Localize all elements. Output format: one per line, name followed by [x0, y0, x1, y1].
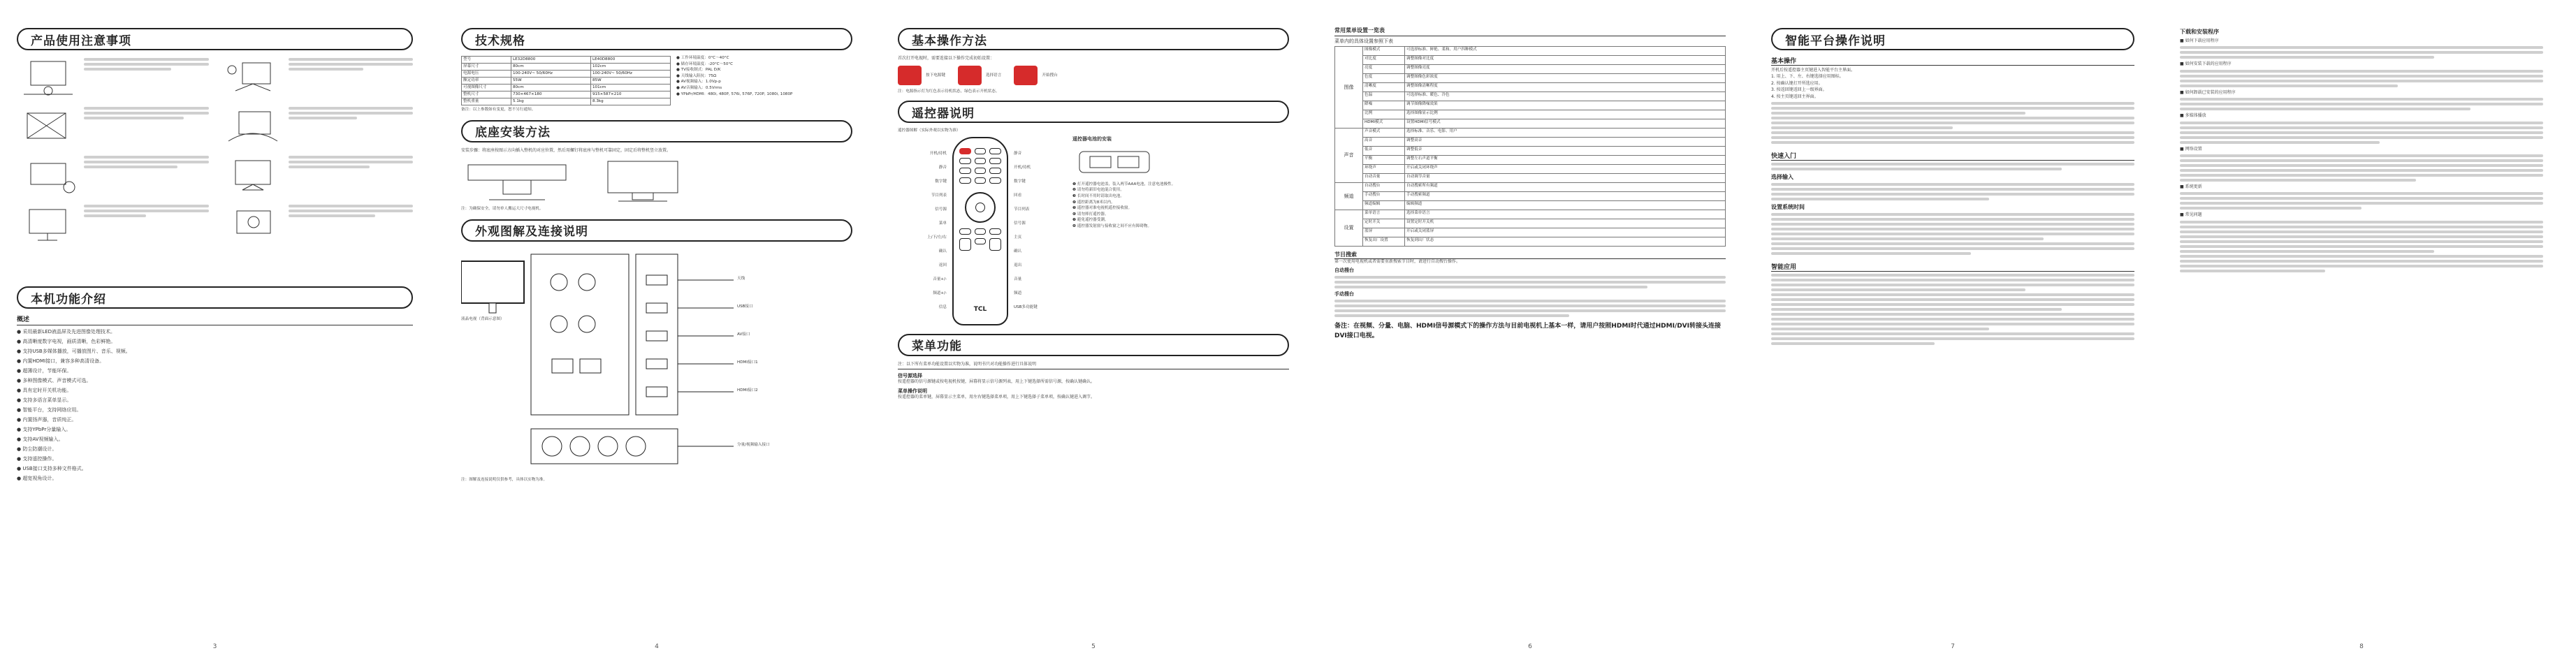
list-item: ● 内置扬声器，音质纯正。 [17, 417, 77, 423]
cell: 亮度 [1363, 65, 1405, 74]
sub-quickstart: 快速入门 [1771, 151, 2134, 161]
caution-illustration [17, 154, 80, 196]
list-item: ● YPbPr/HDMI：480i, 480P, 576i, 576P, 720P, 1080i, 1080P [676, 91, 793, 96]
group-cell: 图像 [1335, 47, 1363, 129]
battery-illustration [1072, 145, 1156, 179]
list-item: ● 支持多语言菜单显示。 [17, 397, 72, 403]
list-item: ❻ 请勿摔打遥控器。 [1072, 212, 1109, 217]
overview-label: 概述 [17, 314, 413, 325]
stand-illustration [461, 158, 573, 207]
usb-label: USB接口 [737, 304, 753, 309]
table-row [462, 71, 671, 78]
table-row [462, 78, 671, 85]
caution-item [221, 56, 414, 98]
cell: 730×467×180 [511, 91, 591, 98]
list-item: ❽ 遥控器发射窗与接收窗之间不应有障碍物。 [1072, 223, 1152, 228]
power-button[interactable] [959, 148, 971, 154]
step-item [1014, 66, 1057, 85]
table-row [1335, 101, 1726, 110]
table-row [462, 91, 671, 98]
av-label: AV接口 [737, 332, 750, 337]
sub-set-time: 设置系统时间 [1771, 204, 1805, 211]
list-item: ❹ 遥控距离为8米以内。 [1072, 200, 1115, 205]
cell: 恢复出厂设置 [1363, 237, 1405, 247]
step-label: 按下电源键 [926, 73, 945, 78]
tv-label: 液晶电视（背面示意图） [461, 316, 504, 321]
cell: 环绕声 [1363, 165, 1405, 174]
table-row [462, 64, 671, 71]
remote-label: 静音 [1014, 151, 1022, 156]
spec-table [461, 56, 671, 105]
cell: 降噪 [1363, 101, 1405, 110]
cell: 调整左右声道平衡 [1405, 156, 1726, 165]
cell: 低音 [1363, 147, 1405, 156]
table-row [1335, 219, 1726, 228]
remote-key[interactable] [975, 148, 987, 154]
table-header: LE32D8800 [511, 57, 591, 64]
auto-search-label: 自动搜台 [1334, 267, 1354, 274]
list-item: ● 支持YPbPr分量输入。 [17, 427, 71, 432]
remote-left-labels [898, 137, 947, 325]
page-title: 技术规格 [461, 28, 852, 50]
connection-diagram [461, 247, 852, 478]
spec-notes [676, 56, 852, 105]
list-item: ● 储存环境温度：-20°C～50°C [676, 61, 734, 66]
cell: 自动搜索所有频道 [1405, 183, 1726, 192]
cell: 额定功率 [462, 78, 511, 85]
table-row [1335, 165, 1726, 174]
table-row [1335, 56, 1726, 65]
list-item: ❶ 打开遥控器电池盖，装入两节AAA电池，注意电池极性。 [1072, 182, 1176, 186]
remote-battery-title: 遥控器电池的安装 [1072, 135, 1112, 142]
digit-key[interactable] [959, 177, 971, 184]
remote-label: 节目列表 [1014, 207, 1030, 212]
table-row [1335, 192, 1726, 201]
table-row [1335, 83, 1726, 92]
remote-label: 信息 [938, 305, 947, 309]
table-row [1335, 174, 1726, 183]
item-3: ■ 多媒体播放 [2180, 113, 2206, 119]
caution-illustration [221, 56, 284, 98]
page-number: 5 [1091, 643, 1096, 650]
group-cell: 声音 [1335, 129, 1363, 183]
stand-note: 注：为确保安全，请勿单人搬运大尺寸电视机。 [461, 207, 544, 211]
cell: 菜单语言 [1363, 210, 1405, 219]
cell: 8.3kg [590, 98, 670, 105]
list-item: 4. 按主页键返回主界面。 [1771, 94, 1819, 99]
remote-label: 音量+/- [933, 277, 947, 281]
cell: 高音 [1363, 138, 1405, 147]
page-5 [1757, 0, 2148, 660]
page-1 [0, 0, 430, 660]
hdmi2-label: HDMI接口2 [737, 388, 758, 393]
menu-table-subheader: 菜单内的具体设置参照下表 [1334, 38, 1393, 44]
table-row [1335, 237, 1726, 247]
cell: 调整图像色彩浓度 [1405, 74, 1726, 83]
page-4 [1320, 0, 1740, 660]
antenna-label: 天线 [737, 276, 745, 281]
list-item: ❸ 长时间不用时请取出电池。 [1072, 193, 1124, 198]
digit-key[interactable] [959, 158, 971, 164]
item-4: ■ 网络设置 [2180, 146, 2202, 152]
table-row [1335, 47, 1726, 56]
list-item: 开机后按遥控器主页键进入智能平台主界面。 [1771, 68, 1856, 73]
channel-rocker[interactable] [989, 238, 1001, 251]
cell: 手动搜台 [1363, 192, 1405, 201]
spec-footnote: 备注：以上参数如有变更，恕不另行通知。 [461, 108, 536, 112]
remote-key[interactable] [975, 238, 987, 244]
remote-brand: TCL [973, 305, 987, 313]
caution-item [221, 154, 414, 196]
cell: 对比度 [1363, 56, 1405, 65]
volume-rocker[interactable] [959, 238, 971, 251]
table-row [1335, 228, 1726, 237]
feature-list [17, 328, 413, 483]
list-item: ● AV音频输入：0.5Vrms [676, 85, 722, 90]
cell: 调整图像对比度 [1405, 56, 1726, 65]
menu-sub2-text: 按遥控器的菜单键，屏幕显示主菜单，用左右键选择菜单项，用上下键选择子菜单项，按确认键进入调节。 [898, 395, 1096, 400]
cell: 915×587×210 [590, 91, 670, 98]
table-row [1335, 110, 1726, 119]
download-header: 下载和安装程序 [2180, 29, 2219, 35]
page-6 [2166, 0, 2557, 660]
cell: 自动搜台 [1363, 183, 1405, 192]
basic-intro: 首次打开电视时，需要连接以下操作完成初始设置： [898, 56, 995, 61]
sub-basic: 基本操作 [1771, 56, 2134, 66]
cell: 选择菜单语言 [1405, 210, 1726, 219]
cell: 选择标准、音乐、电影、用户 [1405, 129, 1726, 138]
caution-item [221, 105, 414, 147]
section-title-menu: 菜单功能 [898, 334, 1289, 356]
table-header: 型号 [462, 57, 511, 64]
cell: 清晰度 [1363, 83, 1405, 92]
remote-control [952, 137, 1008, 325]
cell: 80cm [511, 64, 591, 71]
table-row [1335, 156, 1726, 165]
page-number: 3 [212, 643, 217, 650]
table-row [1335, 129, 1726, 138]
cell: 蓝屏 [1363, 228, 1405, 237]
menu-sub2: 菜单操作说明 [898, 388, 927, 395]
digit-key[interactable] [975, 177, 987, 184]
cell: 色度 [1363, 74, 1405, 83]
cell: 101cm [590, 85, 670, 91]
list-item: ● 智能平台，支持网络应用。 [17, 407, 82, 413]
cell: 调节图像降噪效果 [1405, 101, 1726, 110]
cell: 开启或关闭蓝屏 [1405, 228, 1726, 237]
table-row [462, 57, 671, 64]
page-2 [447, 0, 866, 660]
manual-search-label: 手动搜台 [1334, 291, 1354, 298]
cell: 55W [511, 78, 591, 85]
page-title: 智能平台操作说明 [1771, 28, 2134, 50]
list-item: ● 多种图像模式、声音模式可选。 [17, 378, 92, 383]
mute-button[interactable] [989, 148, 1001, 154]
step-icon [958, 66, 982, 85]
cell: 恢复到出厂状态 [1405, 237, 1726, 247]
list-item: ❼ 避免遥控器受潮。 [1072, 218, 1109, 223]
ok-button[interactable] [975, 203, 985, 212]
menu-table-header: 常用菜单设置一览表 [1334, 27, 1726, 36]
section-title-stand: 底座安装方法 [461, 120, 852, 142]
list-item: ● 超宽视角设计。 [17, 476, 57, 481]
list-item: 3. 按返回键返回上一级界面。 [1771, 87, 1827, 93]
list-item: ● AV视频输入：1.0Vp-p [676, 80, 721, 85]
group-cell: 设置 [1335, 210, 1363, 247]
remote-label: 信号源 [935, 207, 947, 212]
caution-illustration [17, 56, 80, 98]
section-title-connect: 外观图解及连接说明 [461, 219, 852, 242]
cell: 100-240V~ 50/60Hz [511, 71, 591, 78]
remote-label: 频道 [1014, 291, 1022, 295]
table-row [1335, 119, 1726, 129]
remote-label: 菜单 [938, 221, 947, 226]
item-1: ■ 如何安装下载的应用程序 [2180, 61, 2232, 67]
step-note: 注：电源指示灯为红色表示待机状态，绿色表示开机状态。 [898, 89, 1000, 94]
page-number: 7 [1951, 643, 1955, 650]
caution-item [17, 105, 209, 147]
cell: 色温 [1363, 92, 1405, 101]
caution-illustration [17, 105, 80, 147]
cell: 电源电压 [462, 71, 511, 78]
cell: 选择图像显示比例 [1405, 110, 1726, 119]
remote-label: 主页 [1014, 235, 1022, 240]
table-header: LE40D8800 [590, 57, 670, 64]
remote-label: 数字键 [935, 179, 947, 184]
step-label: 开始搜台 [1042, 73, 1058, 78]
stand-illustration [587, 158, 699, 207]
remote-label: 音量 [1014, 277, 1022, 281]
cell: 可视图像尺寸 [462, 85, 511, 91]
remote-key[interactable] [975, 228, 987, 235]
cell: 可选择标准、暖色、冷色 [1405, 92, 1726, 101]
digit-key[interactable] [975, 158, 987, 164]
list-item: ❷ 请勿将新旧电池混合使用。 [1072, 188, 1124, 193]
basic-lines [1771, 68, 2134, 100]
cell: 整机尺寸 [462, 91, 511, 98]
component-label: 分量/视频输入接口 [737, 442, 770, 447]
table-row [1335, 65, 1726, 74]
search-title: 节目搜索 [1334, 251, 1726, 259]
sub-smart-apps: 智能应用 [1771, 262, 2134, 272]
cell: 85W [590, 78, 670, 85]
remote-label: 上/下/左/右 [926, 235, 947, 240]
list-item: ● USB接口支持多种文件格式。 [17, 466, 87, 471]
table-row [1335, 210, 1726, 219]
cell: 频道编辑 [1363, 201, 1405, 210]
remote-label: 退出 [1014, 263, 1022, 267]
item-6: ■ 常见问题 [2180, 212, 2202, 218]
page-number: 8 [2359, 643, 2364, 650]
digit-key[interactable] [989, 168, 1001, 174]
cell: 可选择标准、鲜艳、柔和、用户四种模式 [1405, 47, 1726, 56]
page-title: 基本操作方法 [898, 28, 1289, 50]
step-icon [898, 66, 922, 85]
remote-label: USB多功能键 [1014, 305, 1038, 309]
list-item: ● 采用最新LED液晶屏及先进图像处理技术。 [17, 329, 116, 335]
remote-keypad [959, 148, 1001, 184]
cell: 开启或关闭环绕声 [1405, 165, 1726, 174]
caution-illustration [221, 105, 284, 147]
menu-sub1: 信号源选择 [898, 373, 922, 379]
cell: 80cm [511, 85, 591, 91]
menu-table [1334, 46, 1726, 247]
cell: 调整图像清晰程度 [1405, 83, 1726, 92]
cell: 整机重量 [462, 98, 511, 105]
connect-note: 注：图解及连接说明仅供参考，具体以实物为准。 [461, 477, 548, 482]
cell: 102cm [590, 64, 670, 71]
cell: 声音模式 [1363, 129, 1405, 138]
cell: 100-240V~ 50/60Hz [590, 71, 670, 78]
list-item: ● 内置HDMI接口，兼容多种高清设备。 [17, 358, 105, 364]
cell: 设置HDMI信号模式 [1405, 119, 1726, 129]
page-number: 6 [1528, 643, 1532, 650]
remote-label: 节目列表 [931, 193, 947, 198]
step-icon [1014, 66, 1038, 85]
remote-label: 确认 [938, 249, 947, 254]
cell: 比例 [1363, 110, 1405, 119]
remote-area [898, 137, 1289, 325]
note-big: 备注：在视频、分量、电脑、HDMI信号源模式下的操作方法与目前电视机上基本一样，请用户按照HDMI时代通过HDMI/DVI转接头连接DVI接口电视。 [1334, 323, 1721, 340]
list-item: ● 工作环境温度：0°C～40°C [676, 56, 729, 60]
section-title-features: 本机功能介绍 [17, 286, 413, 309]
table-row [462, 98, 671, 105]
list-item: ❺ 遥控器对准电视机遥控接收窗。 [1072, 206, 1133, 211]
cell: 编辑频道 [1405, 201, 1726, 210]
cell: 5.1kg [511, 98, 591, 105]
caution-illustration [221, 154, 284, 196]
caution-item [221, 203, 414, 244]
caution-illustration [221, 203, 284, 244]
cell: HDMI模式 [1363, 119, 1405, 129]
remote-label: 频道+/- [933, 291, 947, 295]
digit-key[interactable] [989, 158, 1001, 164]
list-item: 2. 按确认键打开所选应用。 [1771, 80, 1823, 86]
table-row [1335, 183, 1726, 192]
remote-label: 回看 [1014, 193, 1022, 198]
list-item: ● 高清晰度数字电视，画质清晰，色彩鲜艳。 [17, 339, 116, 344]
cell: 平衡 [1363, 156, 1405, 165]
step-item [958, 66, 1001, 85]
item-2: ■ 如何卸载已安装的应用程序 [2180, 89, 2236, 95]
caution-item [17, 56, 209, 98]
cell: 定时开关 [1363, 219, 1405, 228]
stand-illustrations [461, 158, 852, 207]
menu-sub1-text: 按遥控器的信号源键或按电视机按键，屏幕将显示信号源列表，用上下键选择所需信号源，按确认键确认。 [898, 379, 1096, 384]
sub-select-input: 选择输入 [1771, 174, 1793, 181]
search-text: 第一次使用电视机或者需要重新搜索节目时，请进行自动搜台操作。 [1334, 259, 1461, 264]
remote-key[interactable] [989, 228, 1001, 235]
remote-label: 静音 [938, 165, 947, 170]
page-title: 产品使用注意事项 [17, 28, 413, 50]
caution-item [17, 203, 209, 244]
step-label: 选择语言 [985, 73, 1002, 78]
remote-label: 确认 [1014, 249, 1022, 254]
stand-text: 安装步骤：将底座按图示方向插入整机的对应位置，然后用螺钉将底座与整机可靠固定，固定后将整机竖立放置。 [461, 147, 671, 153]
table-row [1335, 201, 1726, 210]
list-item: ● 支持USB多媒体播放，可播放图片、音乐、视频。 [17, 349, 131, 354]
table-row [1335, 92, 1726, 101]
remote-tips [1068, 137, 1289, 325]
page-number: 4 [655, 643, 659, 650]
caution-illustration [17, 203, 80, 244]
list-item: ● 超薄设计，节能环保。 [17, 368, 72, 374]
caution-grid [17, 56, 413, 244]
section-title-remote: 遥控器说明 [898, 101, 1289, 123]
steps-row [898, 66, 1289, 85]
list-item: ● 支持AV视频输入。 [17, 437, 64, 442]
list-item: ● 具有定时开关机功能。 [17, 388, 72, 393]
item-5: ■ 系统更新 [2180, 184, 2202, 190]
dpad[interactable] [965, 192, 996, 223]
cell: 自动调节音量 [1405, 174, 1726, 183]
remote-keypad-lower [959, 228, 1001, 251]
cell: 自动音量 [1363, 174, 1405, 183]
cell: 手动搜索频道 [1405, 192, 1726, 201]
cell: 调整低音 [1405, 147, 1726, 156]
remote-key[interactable] [959, 228, 971, 235]
digit-key[interactable] [959, 168, 971, 174]
digit-key[interactable] [975, 168, 987, 174]
list-item: ● 支持遥控操作。 [17, 456, 57, 462]
cell: 调整图像亮度 [1405, 65, 1726, 74]
cell: 图像模式 [1363, 47, 1405, 56]
list-item: 1. 用上、下、左、右键选择应用图标。 [1771, 74, 1844, 80]
list-item: ● 防尘防潮设计。 [17, 446, 57, 452]
digit-key[interactable] [989, 177, 1001, 184]
group-cell: 频道 [1335, 183, 1363, 210]
remote-intro: 遥控器图解（实际外观以实物为准） [898, 129, 961, 133]
table-row [462, 85, 671, 91]
item-0: ■ 如何下载应用程序 [2180, 38, 2219, 43]
table-row [1335, 147, 1726, 156]
step-item [898, 66, 945, 85]
caution-item [17, 154, 209, 196]
page-3 [884, 0, 1303, 660]
remote-label: 开机/待机 [929, 151, 947, 156]
table-row [1335, 74, 1726, 83]
remote-right-labels [1014, 137, 1063, 325]
connection-svg [461, 247, 852, 478]
cell: 屏幕尺寸 [462, 64, 511, 71]
menu-intro: 注：以下所有菜单功能设置以实物为准，说明书只对功能操作进行具体说明 [898, 362, 1289, 369]
cell: 调整高音 [1405, 138, 1726, 147]
table-row [1335, 138, 1726, 147]
cell: 设置定时开关机 [1405, 219, 1726, 228]
list-item: ● TV接收制式：PAL D/K [676, 68, 721, 73]
remote-label: 开机/待机 [1014, 165, 1031, 170]
list-item: ● 天线输入阻抗：75Ω [676, 73, 717, 78]
hdmi1-label: HDMI接口1 [737, 360, 758, 365]
remote-label: 数字键 [1014, 179, 1026, 184]
remote-label: 信号源 [1014, 221, 1026, 226]
remote-label: 返回 [938, 263, 947, 267]
